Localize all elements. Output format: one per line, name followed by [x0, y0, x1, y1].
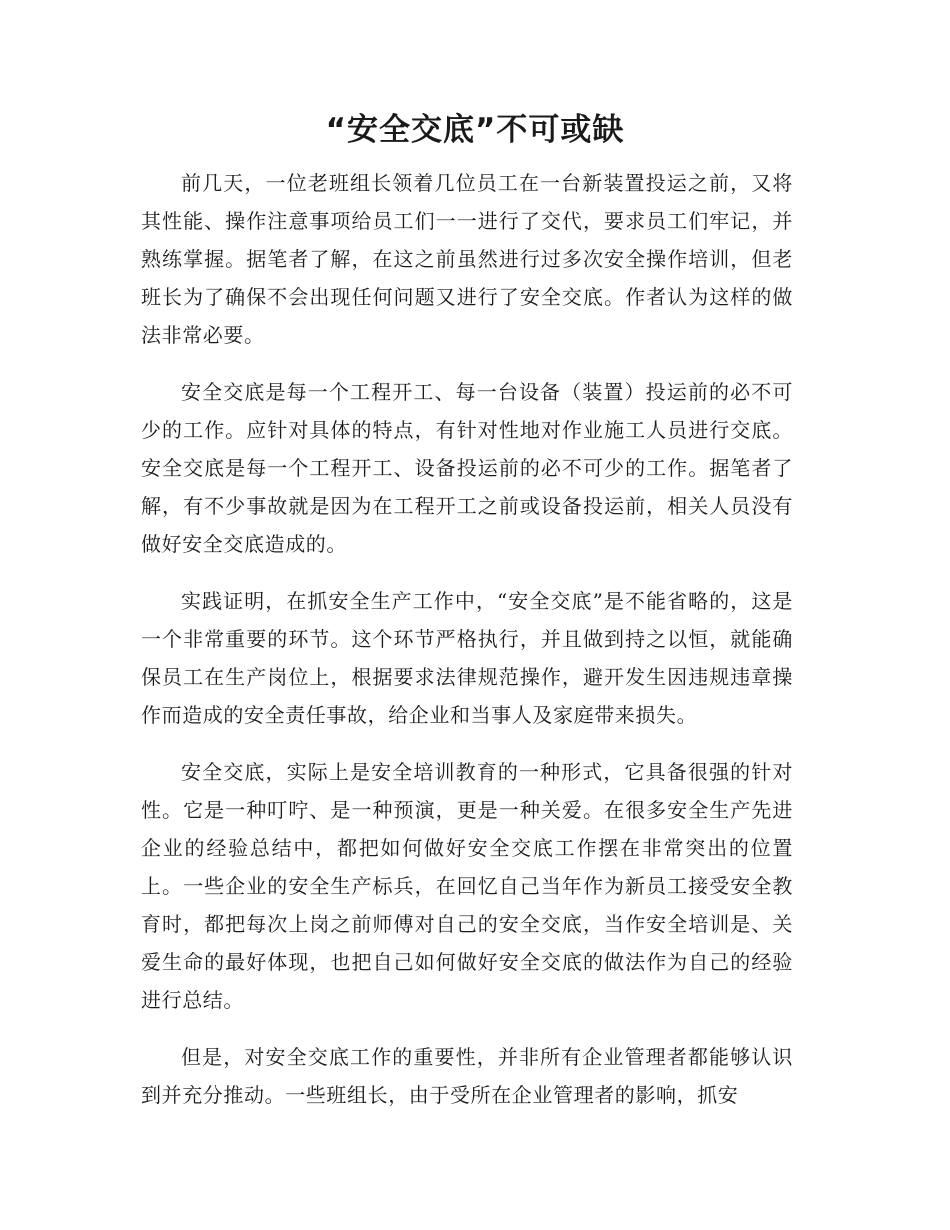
paragraph-5: 但是，对安全交底工作的重要性，并非所有企业管理者都能够认识到并充分推动。一些班组长，由于受所在企业管理者的影响，抓安 — [141, 1045, 793, 1107]
paragraph-1: 前几天，一位老班组长领着几位员工在一台新装置投运之前，又将其性能、操作注意事项给员工们一一进行了交代，要求员工们牢记，并熟练掌握。据笔者了解，在这之前虽然进行过多次安全操作培训，但老班长为了确保不会出现任何问题又进行了安全交底。作者认为这样的做法非常必要。 — [141, 171, 793, 347]
document-body — [141, 164, 793, 1133]
paragraph-3: 实践证明，在抓安全生产工作中，“安全交底”是不能省略的，这是一个非常重要的环节。这个环节严格执行，并且做到持之以恒，就能确保员工在生产岗位上，根据要求法律规范操作，避开发生因违规违章操作而造成的安全责任事故，给企业和当事人及家庭带来损失。 — [141, 589, 793, 727]
paragraph-4: 安全交底，实际上是安全培训教育的一种形式，它具备很强的针对性。它是一种叮咛、是一种预演，更是一种关爱。在很多安全生产先进企业的经验总结中，都把如何做好安全交底工作摆在非常突出的位置上。一些企业的安全生产标兵，在回忆自己当年作为新员工接受安全教育时，都把每次上岗之前师傅对自己的安全交底，当作安全培训是、关爱生命的最好体现，也把自己如何做好安全交底的做法作为自己的经验进行总结。 — [141, 760, 793, 1012]
paragraph-2: 安全交底是每一个工程开工、每一台设备（装置）投运前的必不可少的工作。应针对具体的特点，有针对性地对作业施工人员进行交底。安全交底是每一个工程开工、设备投运前的必不可少的工作。据笔者了解，有不少事故就是因为在工程开工之前或设备投运前，相关人员没有做好安全交底造成的。 — [141, 380, 793, 556]
document-title: “安全交底”不可或缺 — [325, 112, 625, 148]
